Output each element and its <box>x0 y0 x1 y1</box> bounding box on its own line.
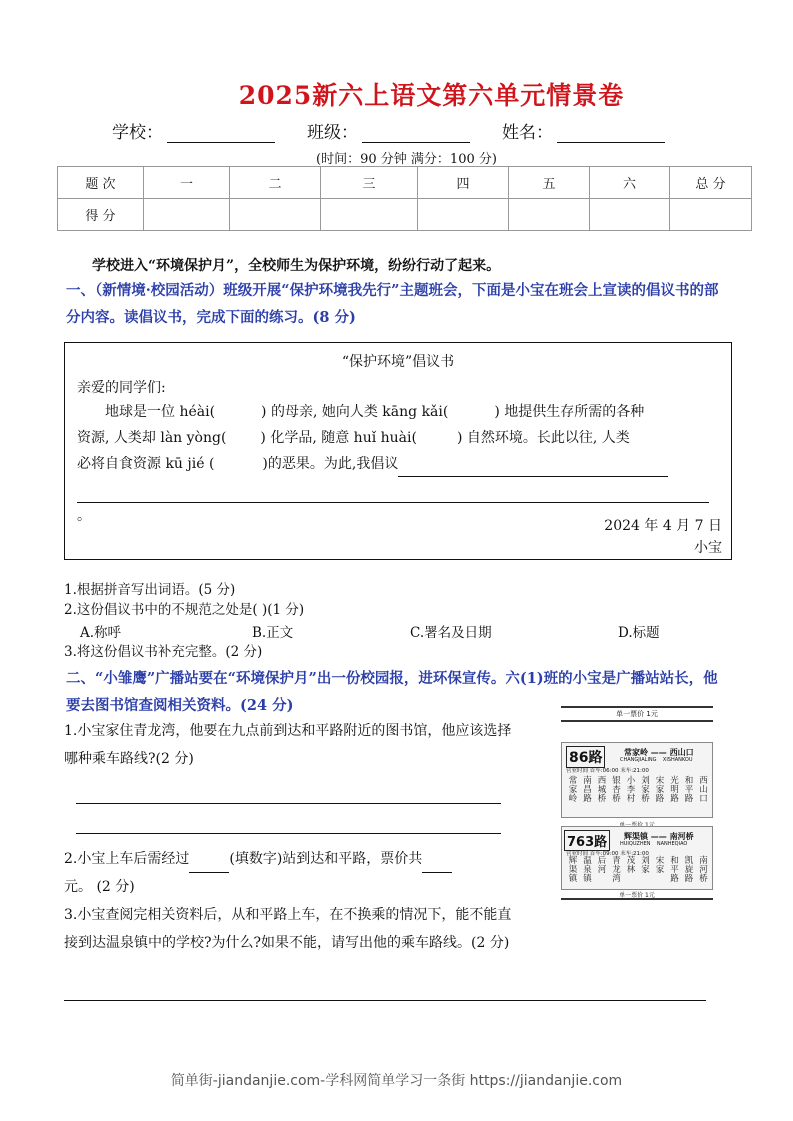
header-cell: 总 分 <box>670 167 752 199</box>
bus-stop: 和 平 路 <box>684 776 694 804</box>
bus-ticket-763 <box>561 826 713 890</box>
letter-title: “保护环境”倡议书 <box>341 354 455 370</box>
bus-stop: 刘 家 桥 <box>641 776 650 804</box>
letter-signer: 小宝 <box>694 540 722 556</box>
option-d[interactable]: D.标题 <box>618 625 660 641</box>
question-2-2 <box>64 845 534 901</box>
route-to-pinyin: NANHEQIAO <box>656 841 688 847</box>
route-hours: 营业时间 首车:06:00 末车:21:00 <box>566 768 649 774</box>
letter-line-3 <box>77 451 722 477</box>
header-cell: 一 <box>144 167 230 199</box>
route-from-pinyin: CHANGJIALING <box>620 757 657 763</box>
score-cell[interactable] <box>670 199 752 231</box>
name-label: 姓名： <box>502 123 553 143</box>
bus-stop: 凯 旋 路 <box>684 856 694 884</box>
stops-answer-blank[interactable] <box>189 855 229 873</box>
letter-text: 必将自食资源 kū jié ( <box>77 456 215 472</box>
page-title: 2025新六上语文第六单元情景卷 <box>238 81 625 110</box>
class-blank[interactable] <box>362 123 470 143</box>
score-cell[interactable] <box>321 199 418 231</box>
question-text: 2.小宝上车后需经过 <box>64 851 190 867</box>
route-pinyin <box>620 757 693 763</box>
bus-stop: 宋 家 <box>655 856 665 875</box>
header-cell: 五 <box>509 167 590 199</box>
header-cell: 二 <box>230 167 321 199</box>
question-text: (填数字)站到达和平路，票价共 <box>229 851 423 867</box>
bus-stop: 茂 林 <box>626 856 636 875</box>
question-2-3: 3.小宝查阅完相关资料后，从和平路上车，在不换乘的情况下，能不能直接到达温泉镇中的学校?为什么?如果不能，请写出他的乘车路线。(2 分) <box>64 907 512 951</box>
fare-strip-top: 单一票价 1元 <box>561 706 713 722</box>
fare-answer-blank[interactable] <box>422 855 452 873</box>
header-cell: 题 次 <box>58 167 144 199</box>
option-b[interactable]: B.正文 <box>252 625 294 641</box>
student-info-row <box>112 118 697 143</box>
bus-stop: 银 杏 桥 <box>612 776 621 804</box>
bus-stop: 西 城 桥 <box>597 776 607 804</box>
letter-text: )的恶果。为此,我倡议 <box>262 456 399 472</box>
school-field[interactable] <box>112 118 275 143</box>
score-cell[interactable] <box>144 199 230 231</box>
header-cell: 四 <box>418 167 509 199</box>
route-from: 常家岭 <box>624 748 648 757</box>
question-1-1: 1.根据拼音写出词语。(5 分) <box>64 582 236 598</box>
score-cell[interactable] <box>590 199 670 231</box>
proposal-answer-blank[interactable] <box>77 485 709 503</box>
question-1-2: 2.这份倡议书中的不规范之处是( )(1 分) <box>64 602 305 618</box>
class-field[interactable] <box>307 118 470 143</box>
route-to: 西山口 <box>669 748 694 757</box>
answer-line[interactable] <box>76 833 501 834</box>
school-label: 学校： <box>112 123 163 143</box>
bus-stop: 小 李 村 <box>626 776 636 804</box>
bus-stop: 光 明 路 <box>670 776 679 804</box>
time-note: (时间：90 分钟 满分：100 分) <box>316 152 497 167</box>
bus-stop: 后 河 <box>597 856 607 875</box>
bus-stop: 辉 渠 镇 <box>568 856 578 884</box>
option-a[interactable]: A.称呼 <box>80 625 122 641</box>
route-pinyin <box>620 841 687 847</box>
letter-text: ) 地提供生存所需的各种 <box>494 404 645 420</box>
score-table-header <box>58 167 752 199</box>
route-from: 辉渠镇 <box>624 832 648 841</box>
score-cell[interactable] <box>509 199 590 231</box>
route-endpoints: 常家岭 —— 西山口 <box>624 748 694 757</box>
route-to: 南河桥 <box>669 832 694 841</box>
answer-line[interactable] <box>76 803 501 804</box>
bus-stop: 宋 家 路 <box>655 776 665 804</box>
name-blank[interactable] <box>557 123 665 143</box>
letter-text: ) 的母亲, 她向人类 kāng kǎi( <box>261 404 449 420</box>
letter-text: 资源, 人类却 làn yòng( <box>77 430 227 446</box>
header-cell: 六 <box>590 167 670 199</box>
letter-date: 2024 年 4 月 7 日 <box>604 518 722 534</box>
choice-options <box>80 621 660 641</box>
route-to-pinyin: XISHANKOU <box>662 757 693 763</box>
proposal-letter-box <box>64 342 732 560</box>
intro-text: 学校进入“环境保护月”，全校师生为保护环境，纷纷行动了起来。 <box>92 258 501 274</box>
school-blank[interactable] <box>167 123 275 143</box>
letter-text: 地球是一位 héài( <box>105 404 216 420</box>
bus-stop: 南 河 桥 <box>699 856 708 884</box>
proposal-answer-blank[interactable] <box>398 459 668 477</box>
row-label: 得 分 <box>58 199 144 231</box>
letter-text: 。 <box>77 508 91 524</box>
question-text: 元。 (2 分) <box>64 879 135 895</box>
section2-heading: 二、“小雏鹰”广播站要在“环境保护月”出一份校园报，进环保宣传。六(1)班的小宝是广播站站长，他要去图书馆查阅相关资料。(24 分) <box>66 670 718 714</box>
score-table-row <box>58 199 752 231</box>
bus-stop: 南 昌 路 <box>583 776 592 804</box>
question-1-3: 3.将这份倡议书补充完整。(2 分) <box>64 644 263 660</box>
score-cell[interactable] <box>230 199 321 231</box>
bus-ticket-86 <box>561 742 713 818</box>
letter-text: ) 化学品, 随意 huǐ huài( <box>260 430 417 446</box>
bus-stop: 常 家 岭 <box>568 776 578 804</box>
bus-stop: 青 龙 湾 <box>612 856 621 884</box>
class-label: 班级： <box>307 123 358 143</box>
letter-line-1 <box>77 399 722 425</box>
score-table <box>57 166 752 231</box>
route-endpoints: 辉渠镇 —— 南河桥 <box>624 832 694 841</box>
question-2-1: 1.小宝家住青龙湾，他要在九点前到达和平路附近的图书馆，他应该选择哪种乘车路线?(2 分) <box>64 723 512 767</box>
page-footer: 简单街-jiandanjie.com-学科网简单学习一条街 https://jiandanjie.com <box>170 1073 623 1089</box>
bus-stop: 西 山 口 <box>699 776 708 804</box>
score-cell[interactable] <box>418 199 509 231</box>
letter-line-2 <box>77 425 722 451</box>
route-from-pinyin: HUIQUZHEN <box>620 841 651 847</box>
name-field[interactable] <box>502 118 665 143</box>
bus-number: 86路 <box>566 746 605 768</box>
bus-stop: 温 泉 镇 <box>583 856 592 884</box>
option-c[interactable]: C.署名及日期 <box>410 625 492 641</box>
fare-strip-bottom: 单一票价 1元 <box>561 890 713 900</box>
bus-stop: 和 平 路 <box>670 856 679 884</box>
bus-stop: 刘 家 <box>641 856 650 875</box>
letter-text: ) 自然环境。长此以往, 人类 <box>456 430 630 446</box>
route-hours: 营业时间 首车:09:00 末车:21:00 <box>566 851 649 857</box>
section1-heading: 一、（新情境·校园活动）班级开展“保护环境我先行”主题班会，下面是小宝在班会上宣读的倡议书的部分内容。读倡议书，完成下面的练习。(8 分) <box>66 282 719 326</box>
header-cell: 三 <box>321 167 418 199</box>
letter-greeting: 亲爱的同学们: <box>77 380 166 396</box>
answer-line[interactable] <box>64 1000 706 1001</box>
bus-number: 763路 <box>564 830 610 851</box>
